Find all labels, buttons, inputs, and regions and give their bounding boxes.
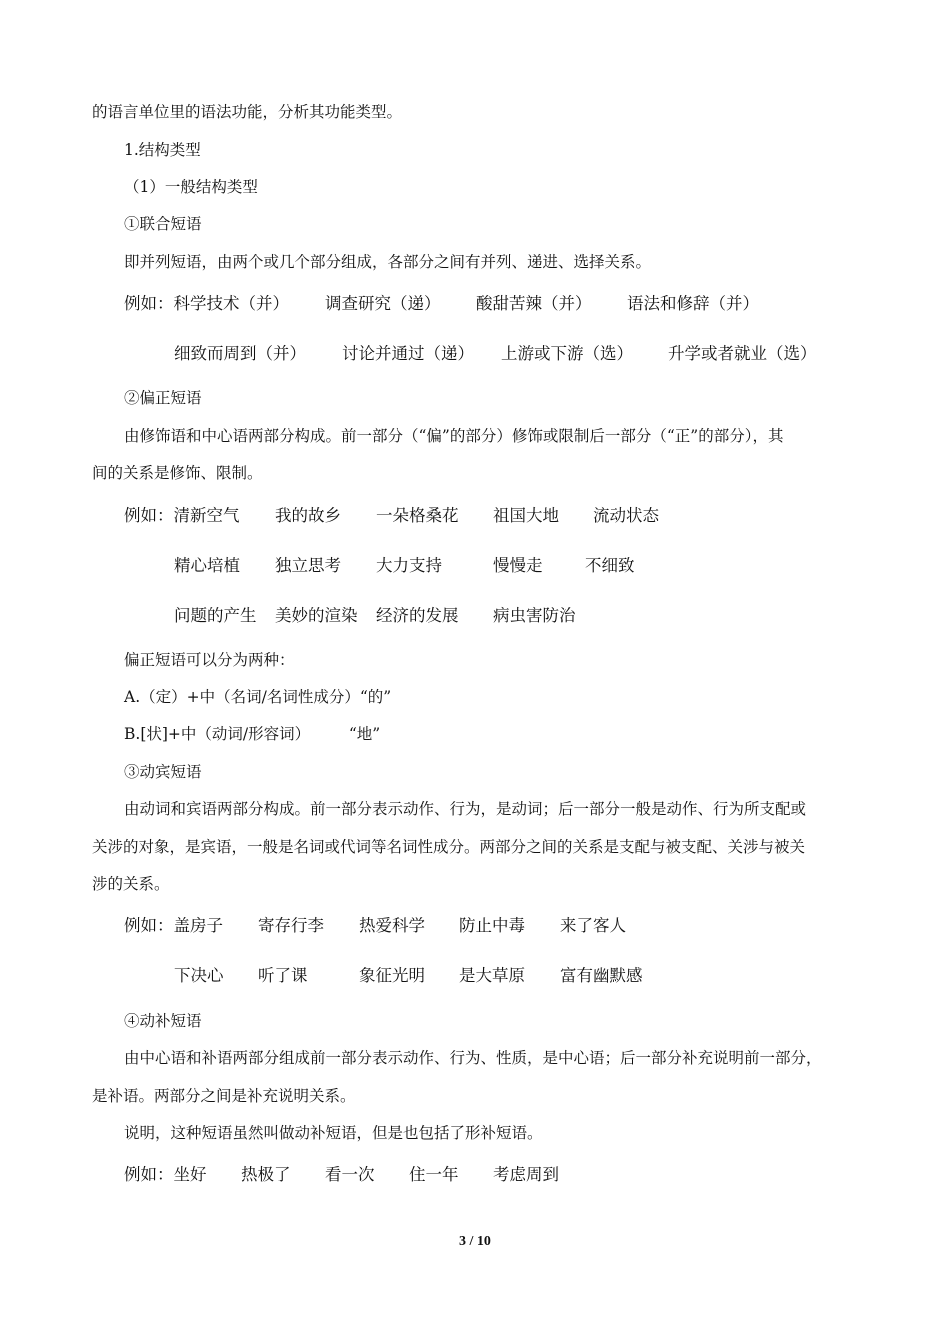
example-item: 讨论并通过（递） (342, 344, 474, 363)
example-item: 酸甜苦辣（并） (476, 294, 592, 313)
example-item: 考虑周到 (493, 1165, 559, 1184)
example-item: 富有幽默感 (560, 966, 643, 985)
example-item: 例如：清新空气 (124, 506, 240, 525)
item-heading-lianhe: ①联合短语 (124, 215, 202, 233)
page-number: 3 / 10 (459, 1234, 491, 1249)
text-line: B.[状]+中（动词/形容词） “地” (124, 725, 381, 743)
section-heading: 1.结构类型 (124, 141, 201, 159)
example-item: 慢慢走 (493, 556, 543, 575)
example-item: 来了客人 (560, 916, 626, 935)
text-line: 说明，这种短语虽然叫做动补短语，但是也包括了形补短语。 (124, 1124, 543, 1142)
text-line: 关涉的对象，是宾语，一般是名词或代词等名词性成分。两部分之间的关系是支配与被支配、关涉与被关 (92, 838, 806, 856)
example-item: 一朵格桑花 (376, 506, 459, 525)
example-item: 精心培植 (174, 556, 240, 575)
text-line: 即并列短语，由两个或几个部分组成，各部分之间有并列、递进、选择关系。 (124, 253, 652, 271)
item-heading-dongbin: ③动宾短语 (124, 763, 202, 781)
example-item: 防止中毒 (459, 916, 525, 935)
example-item: 问题的产生 (174, 606, 257, 625)
text-line: 由动词和宾语两部分构成。前一部分表示动作、行为，是动词；后一部分一般是动作、行为所支配或 (124, 800, 807, 818)
example-item: 祖国大地 (493, 506, 559, 525)
example-item: 象征光明 (359, 966, 425, 985)
example-item: 升学或者就业（选） (668, 344, 817, 363)
example-item: 病虫害防治 (493, 606, 576, 625)
example-item: 住一年 (409, 1165, 459, 1184)
item-heading-dongbu: ④动补短语 (124, 1012, 202, 1030)
example-item: 美妙的渲染 (275, 606, 358, 625)
example-item: 例如：科学技术（并） (124, 294, 289, 313)
example-item: 经济的发展 (376, 606, 459, 625)
example-item: 独立思考 (275, 556, 341, 575)
text-line: A.（定）+中（名词/名词性成分）“的” (124, 688, 392, 706)
example-item: 例如：坐好 (124, 1165, 207, 1184)
example-item: 流动状态 (593, 506, 659, 525)
example-item: 例如：盖房子 (124, 916, 223, 935)
example-item: 调查研究（递） (325, 294, 441, 313)
text-line: 涉的关系。 (92, 875, 170, 893)
text-line: 由中心语和补语两部分组成前一部分表示动作、行为、性质，是中心语；后一部分补充说明前一部分， (124, 1049, 822, 1067)
example-item: 下决心 (174, 966, 224, 985)
example-item: 看一次 (325, 1165, 375, 1184)
example-item: 不细致 (585, 556, 635, 575)
example-item: 是大草原 (459, 966, 525, 985)
example-item: 热爱科学 (359, 916, 425, 935)
text-line: 偏正短语可以分为两种： (124, 651, 295, 669)
subsection-heading: （1）一般结构类型 (124, 178, 258, 196)
example-item: 上游或下游（选） (501, 344, 633, 363)
example-item: 大力支持 (376, 556, 442, 575)
text-line: 的语言单位里的语法功能，分析其功能类型。 (92, 103, 403, 121)
text-line: 间的关系是修饰、限制。 (92, 464, 263, 482)
text-line: 由修饰语和中心语两部分构成。前一部分（“偏”的部分）修饰或限制后一部分（“正”的部分），其 (124, 427, 784, 445)
example-item: 听了课 (258, 966, 308, 985)
example-item: 热极了 (241, 1165, 291, 1184)
item-heading-pianzheng: ②偏正短语 (124, 389, 202, 407)
example-item: 语法和修辞（并） (627, 294, 759, 313)
text-line: 是补语。两部分之间是补充说明关系。 (92, 1087, 356, 1105)
example-item: 细致而周到（并） (174, 344, 306, 363)
example-item: 我的故乡 (275, 506, 341, 525)
example-item: 寄存行李 (258, 916, 324, 935)
